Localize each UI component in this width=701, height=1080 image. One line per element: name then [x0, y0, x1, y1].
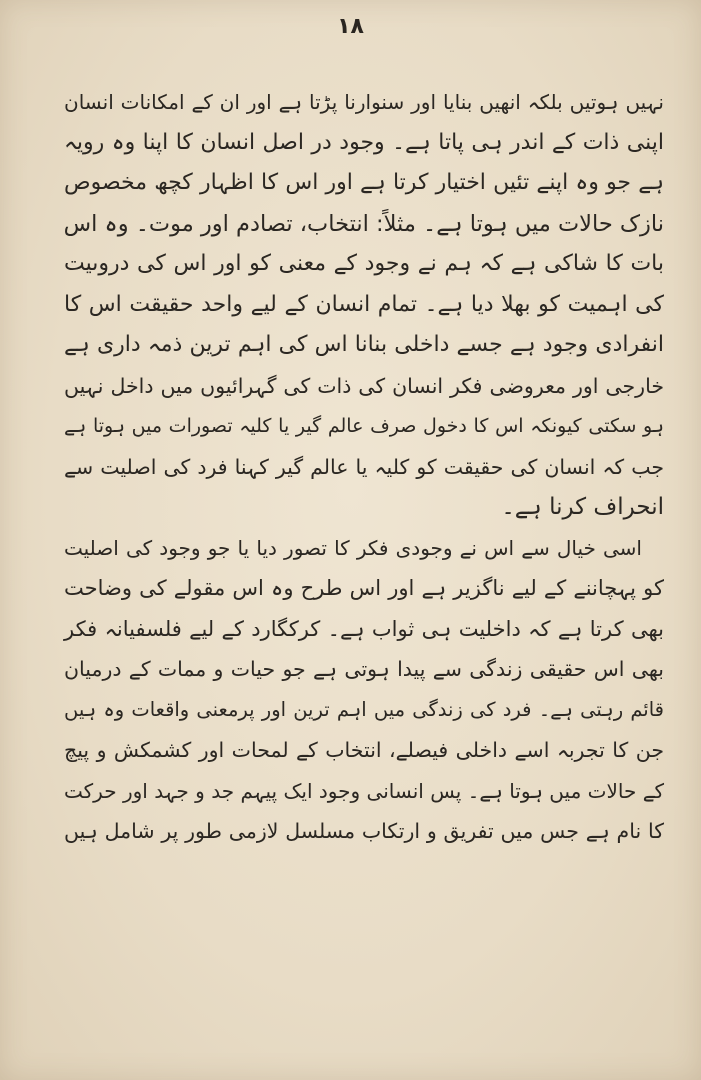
page-number: ۱۸: [337, 14, 364, 39]
text-line: بات کا شاکی ہے کہ ہم نے وجود کے معنی کو اور اس کی دروںیت: [64, 251, 664, 276]
text-line: خارجی اور معروضی فکر انسان کی ذات کی گہرائیوں میں داخل نہیں: [64, 373, 664, 398]
text-line: جب کہ انسان کی حقیقت کو کلیہ یا عالم گیر کہنا فرد کی اصلیت سے: [64, 454, 664, 479]
text-line: ہے جو وہ اپنے تئیں اختیار کرتا ہے اور اس کا اظہار کچھ مخصوص: [64, 170, 664, 195]
text-line: کا نام ہے جس میں تفریق و ارتکاب مسلسل لازمی طور پر شامل ہیں: [64, 819, 664, 843]
text-line: کو پہچاننے کے لیے ناگزیر ہے اور اس طرح وہ اس مقولے کی وضاحت: [64, 576, 664, 600]
paragraph-end-line: انحراف کرنا ہے۔: [501, 494, 664, 520]
text-line: نازک حالات میں ہوتا ہے۔ مثلاً: انتخاب، تصادم اور موت۔ وہ اس: [63, 210, 664, 237]
body-text: [64, 82, 664, 852]
text-line: قائم رہتی ہے۔ فرد کی زندگی میں اہم ترین اور پرمعنی واقعات وہ ہیں: [64, 697, 664, 721]
text-line: بھی اس حقیقی زندگی سے پیدا ہوتی ہے جو حیات و ممات کے درمیان: [64, 657, 664, 681]
paragraph-start-line: اسی خیال سے اس نے وجودی فکر کا تصور دیا یا جو وجود کی اصلیت: [64, 535, 642, 560]
text-line: کے حالات میں ہوتا ہے۔ پس انسانی وجود ایک پیہم جد و جہد اور حرکت: [64, 778, 664, 803]
text-line: کی اہمیت کو بھلا دیا ہے۔ تمام انسان کے لیے واحد حقیقت اس کا: [64, 291, 664, 317]
text-line: اپنی ذات کے اندر ہی پاتا ہے۔ وجود در اصل انسان کا اپنا وہ رویہ: [64, 129, 664, 155]
text-line: نہیں ہوتیں بلکہ انھیں بنایا اور سنوارنا پڑتا ہے اور ان کے امکانات انسان: [64, 90, 664, 114]
text-line: جن کا تجربہ اسے داخلی فیصلے، انتخاب کے لمحات اور کشمکش و پیچ: [64, 738, 664, 762]
text-line: بھی کرتا ہے کہ داخلیت ہی ثواب ہے۔ کرکگارد کے لیے فلسفیانہ فکر: [64, 616, 664, 641]
text-line: انفرادی وجود ہے جسے داخلی بنانا اس کی اہم ترین ذمہ داری ہے: [64, 332, 664, 357]
text-line: ہو سکتی کیونکہ اس کا دخول صرف عالم گیر یا کلیہ تصورات میں ہوتا ہے: [64, 415, 664, 437]
